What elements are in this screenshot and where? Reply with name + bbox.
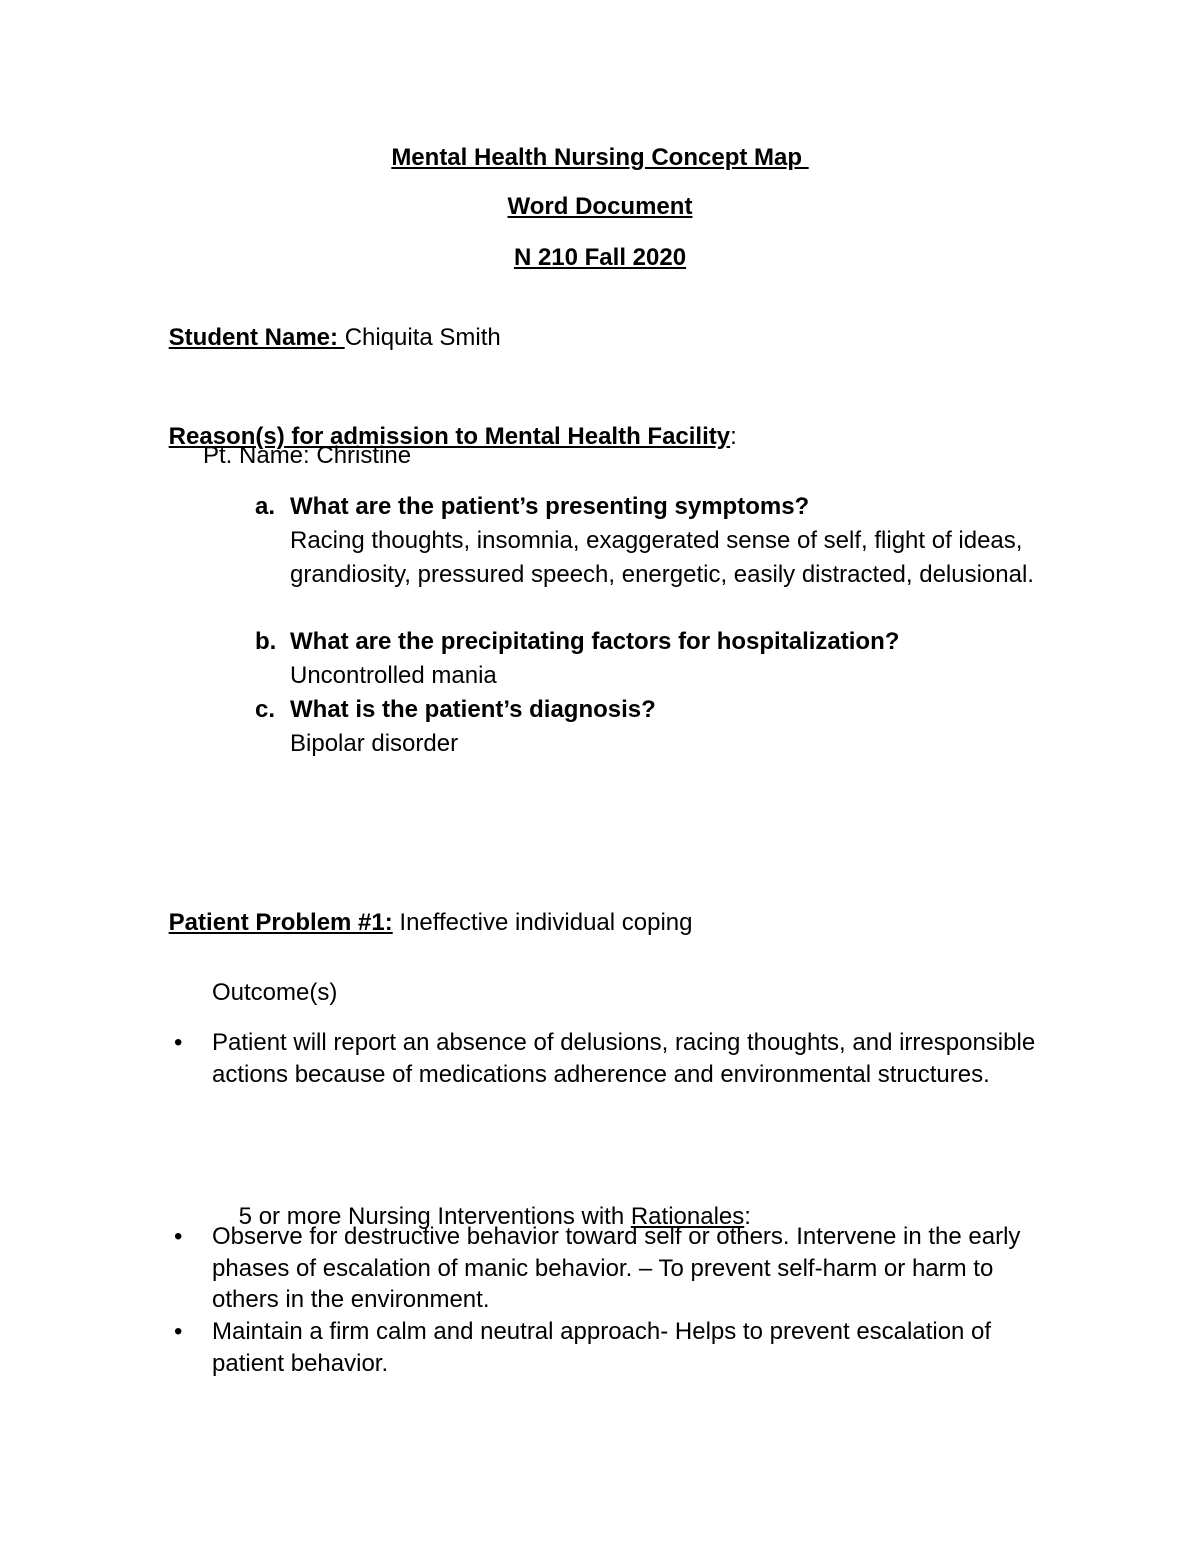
intervention-item-2: Maintain a firm calm and neutral approach- Helps to prevent escalation of patient behavior. xyxy=(212,1318,992,1377)
outcomes-label: Outcome(s) xyxy=(212,979,338,1006)
intervention-bullet-2: • xyxy=(174,1318,183,1345)
intervention-item-1: Observe for destructive behavior toward self or others. Intervene in the early phases of escalation of manic behavior. – To prevent self-harm or harm to others in the environment. xyxy=(212,1223,1021,1313)
patient-problem-value: Ineffective individual coping xyxy=(392,909,693,936)
student-name-label: Student Name: xyxy=(168,324,345,351)
student-name-value: Chiquita Smith xyxy=(344,324,501,351)
interventions-label-post: : xyxy=(744,1203,751,1230)
admission-heading: Reason(s) for admission to Mental Health Facility xyxy=(168,423,731,450)
patient-problem-label: Patient Problem #1: xyxy=(168,909,393,936)
question-b-answer: Uncontrolled mania xyxy=(290,662,497,689)
patient-problem-line xyxy=(142,878,693,968)
outcome-bullet: • xyxy=(174,1029,183,1056)
question-b-text: What are the precipitating factors for hospitalization? xyxy=(290,628,900,655)
question-a-marker: a. xyxy=(255,493,276,520)
outcome-item: Patient will report an absence of delusions, racing thoughts, and irresponsible actions because of medications adherence and environmental structures. xyxy=(212,1029,1036,1088)
question-c-text: What is the patient’s diagnosis? xyxy=(290,696,656,723)
document-title: Mental Health Nursing Concept Map xyxy=(391,144,809,171)
intervention-bullet-1: • xyxy=(174,1223,183,1250)
question-a-text: What are the patient’s presenting symptoms? xyxy=(290,493,810,520)
document-subtitle: Word Document xyxy=(507,193,693,220)
question-c-marker: c. xyxy=(255,696,276,723)
interventions-label-rationales: Rationales xyxy=(630,1203,745,1230)
patient-name: Pt. Name: Christine xyxy=(203,442,412,469)
course-label: N 210 Fall 2020 xyxy=(513,244,687,271)
interventions-label-pre: 5 or more Nursing Interventions with xyxy=(238,1203,631,1230)
student-name-line xyxy=(142,293,501,383)
question-c-answer: Bipolar disorder xyxy=(290,730,459,757)
question-a-answer: Racing thoughts, insomnia, exaggerated sense of self, flight of ideas, grandiosity, pressured speech, energetic, easily distracted, delusional. xyxy=(290,527,1034,588)
admission-heading-colon: : xyxy=(730,423,737,450)
question-b-marker: b. xyxy=(255,628,277,655)
